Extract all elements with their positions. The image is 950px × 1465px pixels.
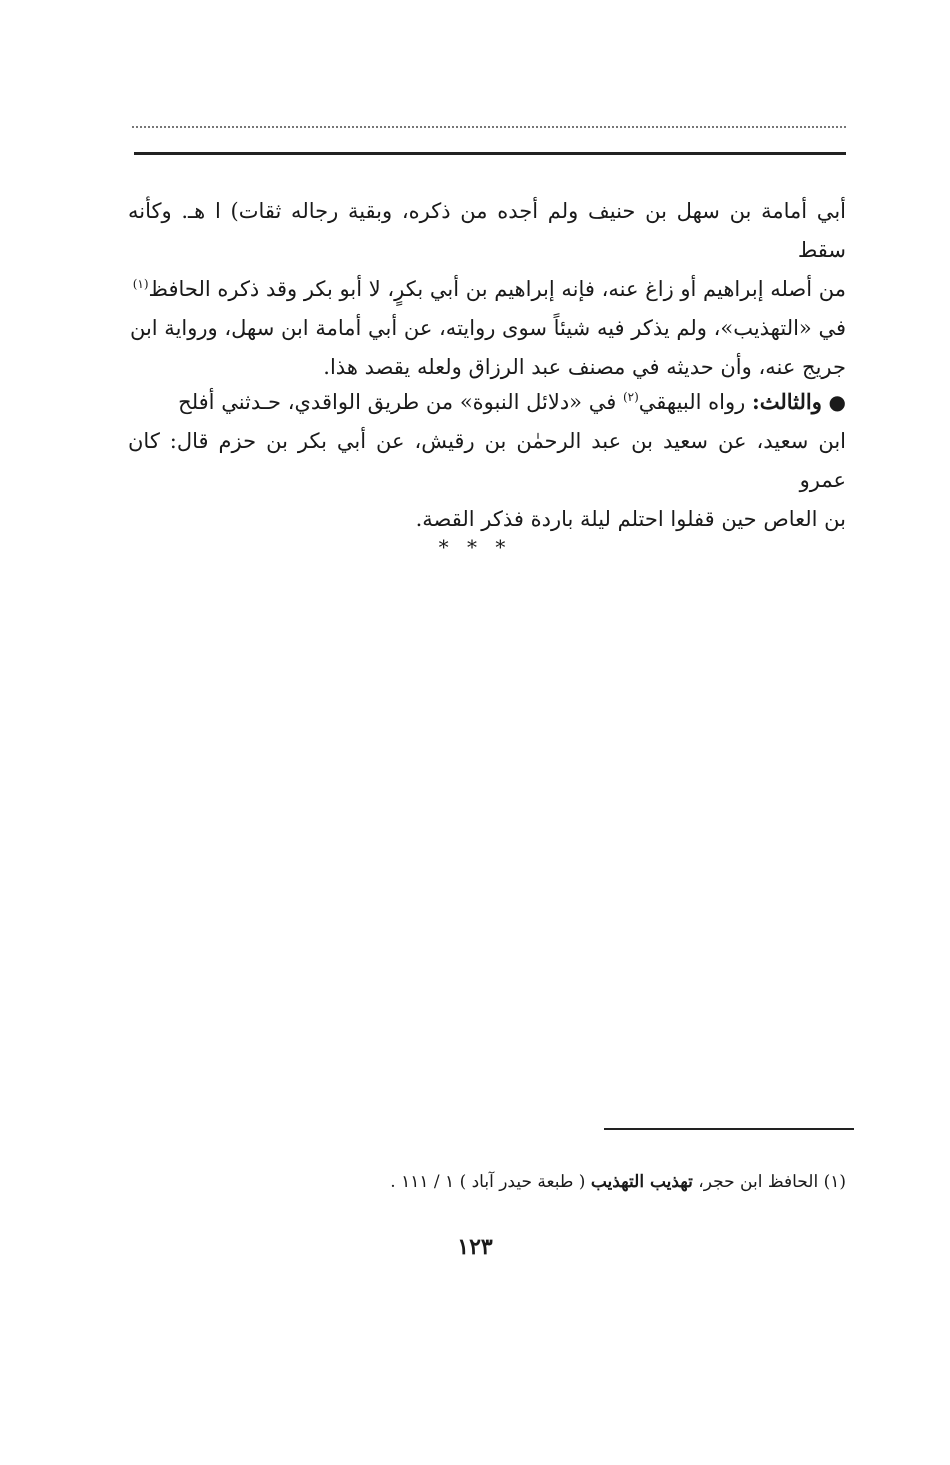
footnote-rule xyxy=(604,1128,854,1130)
bullet-icon: ● xyxy=(828,390,846,414)
text-line: بن العاص حين قفلوا احتلم ليلة باردة فذكر القصة. xyxy=(415,507,846,531)
header-dotted-rule xyxy=(132,126,846,128)
section-label: والثالث: xyxy=(751,389,822,414)
header-solid-rule xyxy=(134,152,846,155)
text-line: من أصله إبراهيم أو زاغ عنه، فإنه إبراهيم بن أبي بكرٍ، لا أبو بكر وقد ذكره الحافظ$^{(١)}$ xyxy=(132,277,846,301)
text-line: ابن سعيد، عن سعيد بن عبد الرحمٰن بن رقيش، عن أبي بكر بن حزم قال: كان عمرو xyxy=(128,429,846,492)
section-separator: * * * xyxy=(438,535,512,559)
text-line: أبي أمامة بن سهل بن حنيف ولم أجده من ذكره، وبقية رجاله ثقات) ا هـ. وكأنه سقط xyxy=(128,199,846,262)
footnote-reference: (١) xyxy=(132,277,149,291)
footnote-author: الحافظ ابن حجر، xyxy=(698,1172,819,1192)
page-number: ١٢٣ xyxy=(457,1234,493,1260)
paragraph-continuation xyxy=(128,192,846,387)
footnote-title: تهذيب التهذيب xyxy=(590,1172,693,1192)
footnote-details: ( طبعة حيدر آباد ) ١ / ١١١ . xyxy=(390,1172,586,1192)
text-line: في «التهذيب»، ولم يذكر فيه شيئاً سوى روايته، عن أبي أمامة ابن سهل، ورواية ابن xyxy=(129,316,846,340)
footnote-reference: (٢) xyxy=(622,390,639,404)
text-line: جريج عنه، وأن حديثه في مصنف عبد الرزاق ولعله يقصد هذا. xyxy=(323,355,846,379)
footnote xyxy=(300,1168,846,1196)
footnote-number: (١) xyxy=(823,1172,846,1192)
text-line: ● والثالث: رواه البيهقي$^{(٢)}$ في «دلائل النبوة» من طريق الواقدي، حـدثني أفلح xyxy=(178,389,846,414)
paragraph-third-narration xyxy=(128,382,846,539)
